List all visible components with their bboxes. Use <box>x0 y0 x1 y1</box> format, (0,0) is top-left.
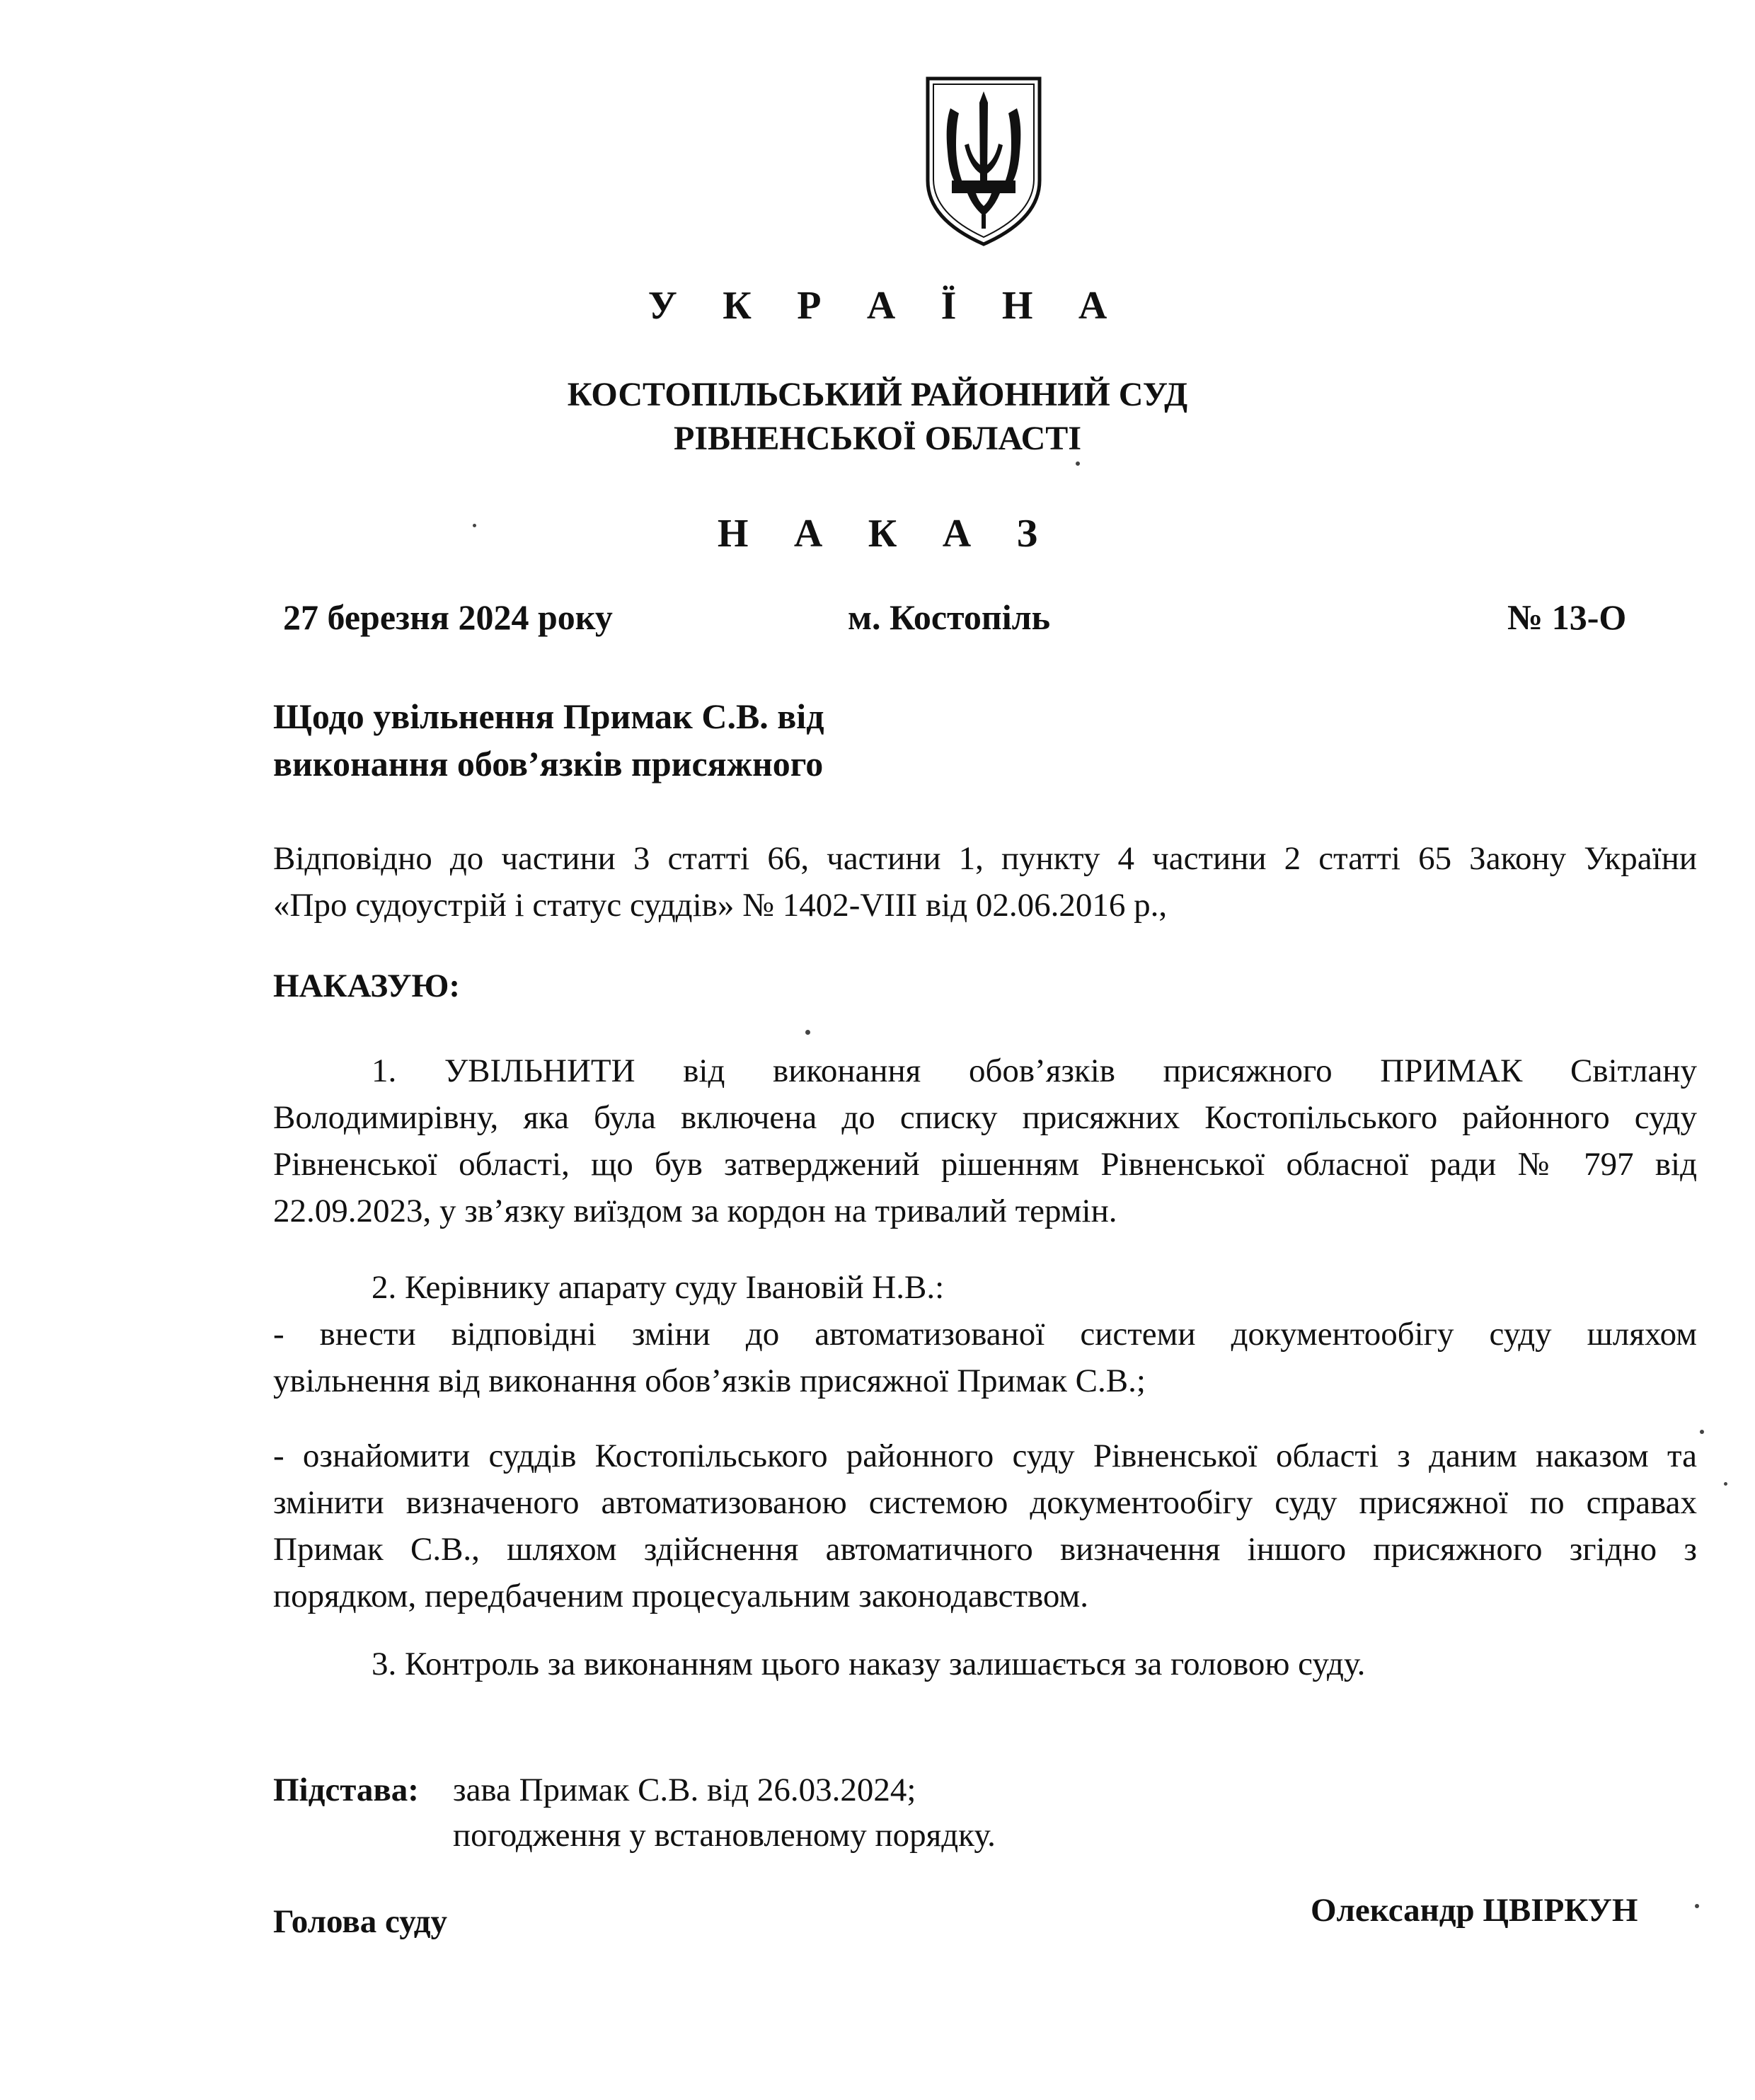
scan-speck <box>1076 461 1080 466</box>
item2-sub1-line2: увільнення від виконання обов’язків присяжної Примак С.В.; <box>273 1362 1146 1399</box>
item2-sub2-line2: змінити визначеного автоматизованою системою документообігу суду присяжної по справах <box>273 1484 1697 1521</box>
order-word: НАКАЗУЮ: <box>273 968 461 1004</box>
item1-line2: Володимирівну, яка була включена до списку присяжних Костопільського районного суду <box>273 1099 1697 1136</box>
item2-sub2-line1: - ознайомити суддів Костопільського районного суду Рівненської області з даним наказом та <box>273 1438 1697 1474</box>
item1-line3: Рівненської області, що був затверджений рішенням Рівненської обласної ради № 797 від <box>273 1146 1697 1183</box>
item2-sub1-line1: - внести відповідні зміни до автоматизованої системи документообігу суду шляхом <box>273 1316 1697 1353</box>
item2-sub2-line4: порядком, передбаченим процесуальним законодавством. <box>273 1578 1088 1614</box>
scan-speck <box>1695 1904 1699 1908</box>
item1-line4: 22.09.2023, у зв’язку виїздом за кордон на тривалий термін. <box>273 1193 1117 1229</box>
basis-line1: зава Примак С.В. від 26.03.2024; <box>453 1772 916 1808</box>
order-number: № 13-О <box>1507 597 1627 637</box>
court-name-line2: РІВНЕНСЬКОЇ ОБЛАСТІ <box>674 420 1081 457</box>
scan-speck <box>805 1030 810 1035</box>
scan-speck <box>1700 1430 1704 1434</box>
court-name-line1: КОСТОПІЛЬСЬКИЙ РАЙОННИЙ СУД <box>567 376 1188 413</box>
preamble-line1: Відповідно до частини 3 статті 66, частини 1, пункту 4 частини 2 статті 65 Закону України <box>273 840 1697 877</box>
item2-head: 2. Керівнику апарату суду Івановій Н.В.: <box>372 1269 945 1306</box>
subject-line2: виконання обов’язків присяжного <box>273 744 824 784</box>
subject-line1: Щодо увільнення Примак С.В. від <box>273 696 824 736</box>
scan-speck <box>1724 1482 1727 1486</box>
country-title: У К Р А Ї Н А <box>648 284 1125 328</box>
item1-line1: 1. УВІЛЬНИТИ від виконання обов’язків присяжного ПРИМАК Світлану <box>372 1052 1697 1089</box>
signature-name: Олександр ЦВІРКУН <box>1311 1892 1638 1929</box>
preamble-line2: «Про судоустрій і статус суддів» № 1402-VIII від 02.06.2016 р., <box>273 887 1168 924</box>
item2-sub2-line3: Примак С.В., шляхом здійснення автоматичного визначення іншого присяжного згідно з <box>273 1531 1697 1568</box>
order-city: м. Костопіль <box>848 597 1051 637</box>
scan-speck <box>473 524 476 527</box>
document-type-title: Н А К А З <box>717 512 1056 556</box>
trident-coat-of-arms-icon <box>923 74 1044 248</box>
item3: 3. Контроль за виконанням цього наказу залишається за головою суду. <box>372 1646 1366 1682</box>
signature-position: Голова суду <box>273 1903 448 1940</box>
order-date: 27 березня 2024 року <box>283 597 613 637</box>
basis-label: Підстава: <box>273 1772 419 1808</box>
basis-line2: погодження у встановленому порядку. <box>453 1817 996 1854</box>
